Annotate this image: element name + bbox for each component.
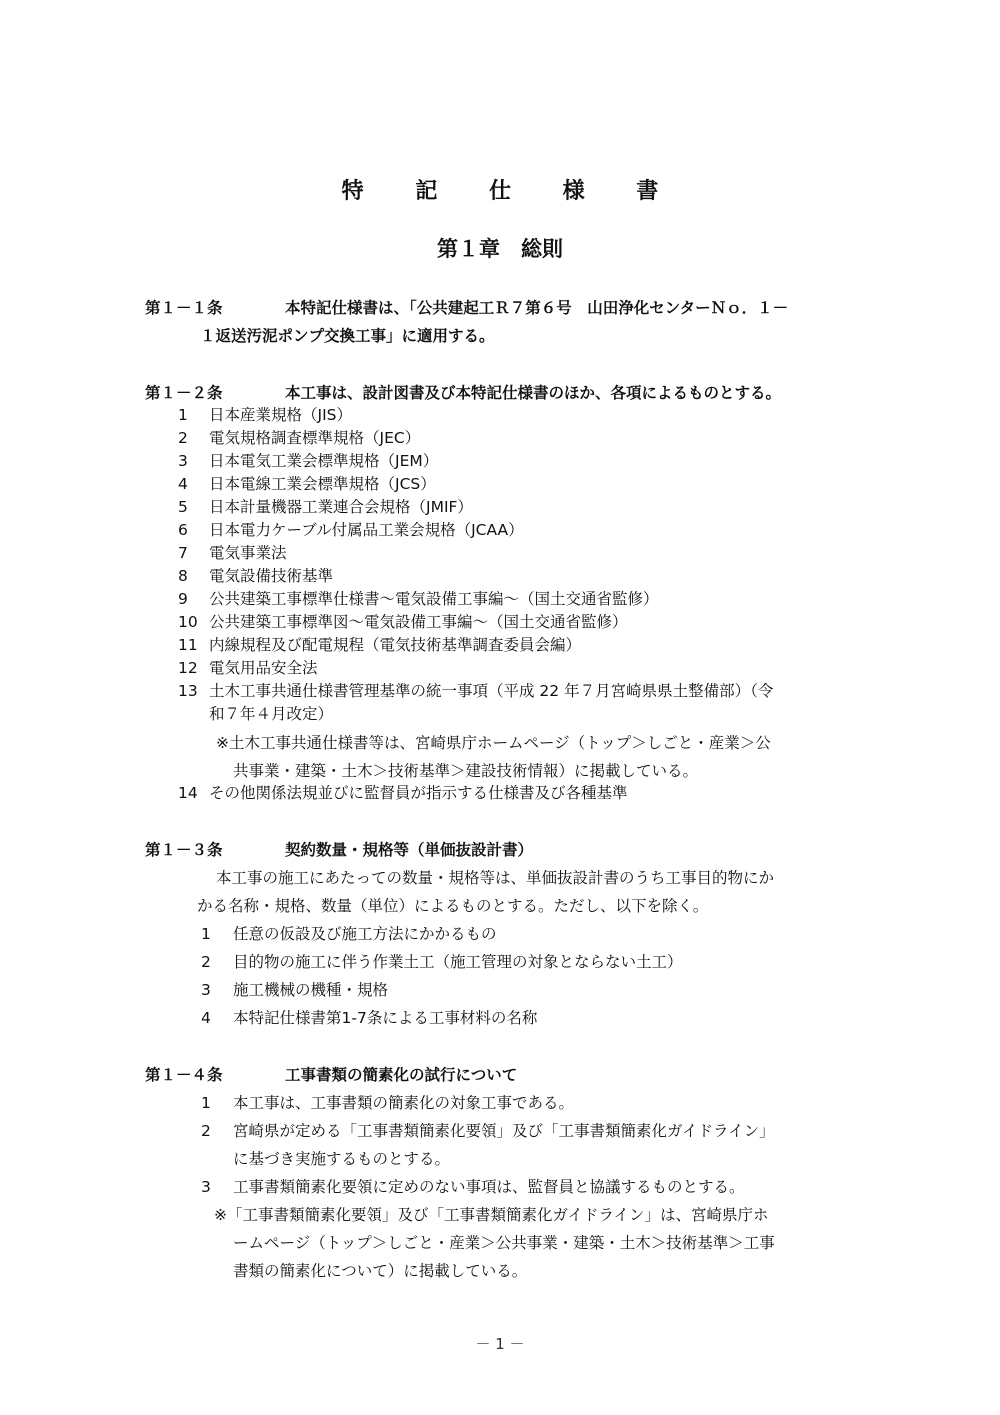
article-1-3: [145, 838, 533, 860]
list-item-number: 9: [178, 590, 188, 608]
list-item-number: 12: [178, 659, 198, 677]
article-number: 第１－２条: [145, 384, 223, 402]
list-item-number: 11: [178, 636, 198, 654]
list-item: [201, 978, 388, 1000]
list-item-number: 3: [201, 981, 211, 999]
list-item-number: 3: [178, 452, 188, 470]
list-item: [201, 1091, 574, 1113]
list-item: [178, 633, 581, 655]
paragraph-line: かる名称・規格、数量（単位）によるものとする。ただし、以下を除く。: [197, 897, 709, 915]
list-item: [201, 1006, 537, 1028]
list-item: [201, 922, 497, 944]
list-item-number: 4: [201, 1009, 211, 1027]
list-item-number: 4: [178, 475, 188, 493]
list-item: [201, 950, 683, 972]
list-item-text: 電気事業法: [209, 544, 287, 562]
list-item-text: 日本電線工業会標準規格（JCS）: [209, 475, 436, 493]
note-line: ※土木工事共通仕様書等は、宮崎県庁ホームページ（トップ＞しごと・産業＞公: [216, 734, 771, 752]
article-text-cont: １返送汚泥ポンプ交換工事」に適用する。: [200, 327, 495, 345]
list-item: [178, 541, 287, 563]
list-item: [178, 587, 659, 609]
list-item: [178, 564, 333, 586]
list-item-13-cont: 和７年４月改定）: [209, 705, 334, 723]
list-item-number: 2: [178, 429, 188, 447]
list-item-text: 施工機械の機種・規格: [233, 981, 389, 999]
article-number: 第１－３条: [145, 841, 223, 859]
list-item: [178, 781, 628, 803]
note-line: ームページ（トップ＞しごと・産業＞公共事業・建築・土木＞技術基準＞工事: [233, 1234, 775, 1252]
article-1-1: [145, 296, 788, 318]
list-item-text: 日本電力ケーブル付属品工業会規格（JCAA）: [209, 521, 524, 539]
article-number: 第１－１条: [145, 299, 223, 317]
list-item-text: その他関係法規並びに監督員が指示する仕様書及び各種基準: [209, 784, 628, 802]
article-heading: 工事書類の簡素化の試行について: [285, 1066, 518, 1084]
article-1-4: [145, 1063, 517, 1085]
list-item-number: 6: [178, 521, 188, 539]
article-text: 本特記仕様書は、「公共建起工Ｒ７第６号 山田浄化センターＮｏ．１－: [285, 299, 789, 317]
note-line: ※「工事書類簡素化要領」及び「工事書類簡素化ガイドライン」は、宮崎県庁ホ: [214, 1206, 769, 1224]
list-item-number: 1: [178, 406, 188, 424]
list-item-text: 工事書類簡素化要領に定めのない事項は、監督員と協議するものとする。: [233, 1178, 745, 1196]
list-item-text: 目的物の施工に伴う作業土工（施工管理の対象とならない土工）: [233, 953, 683, 971]
list-item-text: 電気設備技術基準: [209, 567, 334, 585]
paragraph-line: 本工事の施工にあたっての数量・規格等は、単価抜設計書のうち工事目的物にか: [216, 869, 775, 887]
list-item: [178, 656, 318, 678]
list-item-text: 日本電気工業会標準規格（JEM）: [209, 452, 439, 470]
list-item-number: 3: [201, 1178, 211, 1196]
list-item-cont: に基づき実施するものとする。: [233, 1150, 451, 1168]
list-item-text: 本特記仕様書第1-7条による工事材料の名称: [233, 1009, 538, 1027]
list-item: [178, 426, 420, 448]
article-1-2: [145, 381, 781, 403]
list-item: [178, 472, 436, 494]
list-item-number: 5: [178, 498, 188, 516]
chapter-heading: 第１章 総則: [437, 237, 563, 261]
list-item: [201, 1175, 745, 1197]
list-item-text: 日本計量機器工業連合会規格（JMIF）: [209, 498, 473, 516]
list-item: [178, 403, 352, 425]
list-item-text: 電気用品安全法: [209, 659, 318, 677]
list-item-text: 公共建築工事標準仕様書～電気設備工事編～（国土交通省監修）: [209, 590, 659, 608]
list-item-number: 2: [201, 1122, 211, 1140]
list-item-number: 1: [201, 925, 211, 943]
list-item-text: 土木工事共通仕様書管理基準の統一事項（平成 22 年７月宮崎県県土整備部）（令: [209, 682, 774, 700]
list-item-number: 1: [201, 1094, 211, 1112]
list-item-text: 本工事は、工事書類の簡素化の対象工事である。: [233, 1094, 575, 1112]
article-number: 第１－４条: [145, 1066, 223, 1084]
list-item-text: 宮崎県が定める「工事書類簡素化要領」及び「工事書類簡素化ガイドライン」: [233, 1122, 775, 1140]
list-item: [178, 495, 473, 517]
list-item-number: 2: [201, 953, 211, 971]
article-heading: 契約数量・規格等（単価抜設計書）: [285, 841, 534, 859]
list-item-number: 7: [178, 544, 188, 562]
article-text: 本工事は、設計図書及び本特記仕様書のほか、各項によるものとする。: [285, 384, 782, 402]
list-item-text: 内線規程及び配電規程（電気技術基準調査委員会編）: [209, 636, 582, 654]
list-item-text: 公共建築工事標準図～電気設備工事編～（国土交通省監修）: [209, 613, 628, 631]
list-item-text: 任意の仮設及び施工方法にかかるもの: [233, 925, 497, 943]
document-title: 特 記 仕 様 書: [341, 179, 681, 204]
page-number: － 1 －: [475, 1335, 525, 1353]
list-item-text: 日本産業規格（JIS）: [209, 406, 352, 424]
list-item-number: 14: [178, 784, 198, 802]
note-line: 共事業・建築・土木＞技術基準＞建設技術情報）に掲載している。: [233, 762, 699, 780]
list-item: [201, 1119, 775, 1141]
list-item: [178, 610, 628, 632]
list-item: [178, 679, 773, 701]
list-item-text: 電気規格調査標準規格（JEC）: [209, 429, 421, 447]
list-item: [178, 449, 438, 471]
list-item-number: 10: [178, 613, 198, 631]
note-line: 書類の簡素化について）に掲載している。: [233, 1262, 528, 1280]
list-item-number: 8: [178, 567, 188, 585]
list-item-number: 13: [178, 682, 198, 700]
list-item: [178, 518, 524, 540]
